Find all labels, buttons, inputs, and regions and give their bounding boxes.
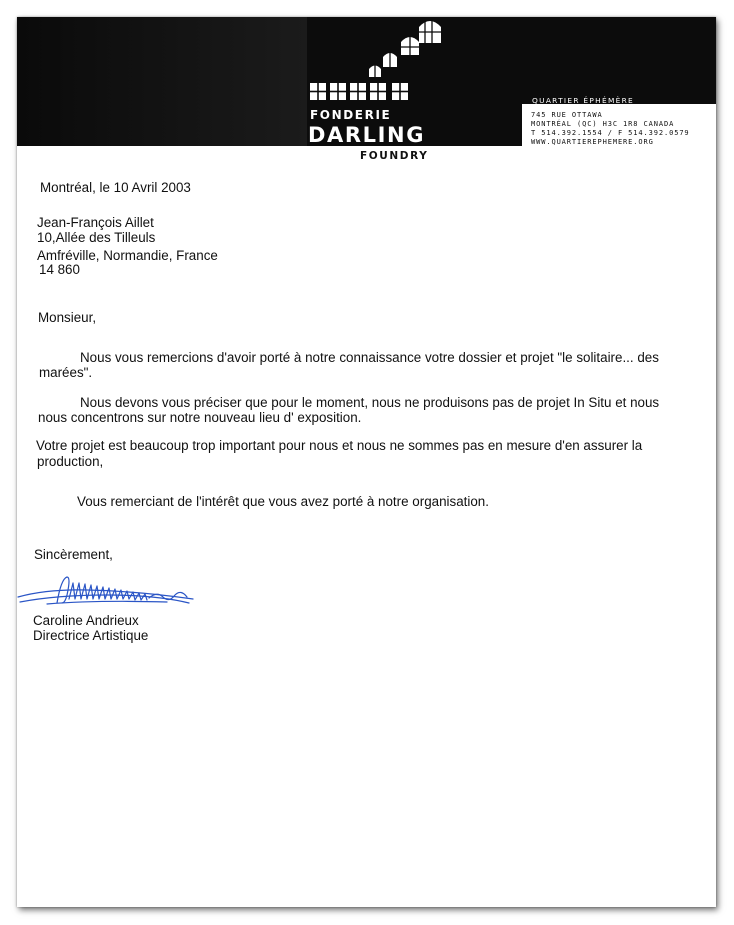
paragraph-3-line-2: production, (37, 454, 104, 469)
handwritten-signature (17, 573, 197, 613)
recipient-postal: 14 860 (39, 262, 80, 277)
paragraph-1-line-2: marées". (39, 365, 93, 380)
paragraph-2-line-1: Nous devons vous préciser que pour le moment, nous ne produisons pas de projet In Situ et nous (80, 395, 660, 410)
letterhead-gradient (17, 17, 307, 146)
brand-foundry: FOUNDRY (360, 150, 429, 162)
paragraph-1-line-1: Nous vous remercions d'avoir porté à notre connaissance votre dossier et projet "le solitaire... des (80, 350, 659, 365)
brand-fonderie: FONDERIE (310, 108, 392, 122)
building-logo-icon (307, 17, 447, 117)
closing: Sincèrement, (34, 547, 113, 562)
address-city: MONTRÉAL (QC) H3C 1R8 CANADA (531, 120, 675, 128)
recipient-city: Amfréville, Normandie, France (37, 248, 218, 263)
recipient-street: 10,Allée des Tilleuls (37, 230, 156, 245)
letter-date: Montréal, le 10 Avril 2003 (40, 180, 191, 195)
brand-darling: DARLING (308, 123, 426, 147)
signer-name: Caroline Andrieux (33, 613, 139, 628)
paragraph-4: Vous remerciant de l'intérêt que vous avez porté à notre organisation. (77, 494, 489, 509)
recipient-name: Jean-François Aillet (37, 215, 154, 230)
address-street: 745 RUE OTTAWA (531, 111, 603, 119)
address-title: QUARTIER ÉPHÉMÈRE (532, 96, 635, 105)
paragraph-3-line-1: Votre projet est beaucoup trop important pour nous et nous ne sommes pas en mesure d'en assurer la (36, 438, 643, 453)
letter-page (17, 17, 716, 907)
address-web: WWW.QUARTIEREPHEMERE.ORG (531, 138, 654, 146)
salutation: Monsieur, (38, 310, 97, 325)
signer-title: Directrice Artistique (33, 628, 149, 643)
paragraph-2-line-2: nous concentrons sur notre nouveau lieu d' exposition. (38, 410, 362, 425)
address-phone: T 514.392.1554 / F 514.392.0579 (531, 129, 690, 137)
